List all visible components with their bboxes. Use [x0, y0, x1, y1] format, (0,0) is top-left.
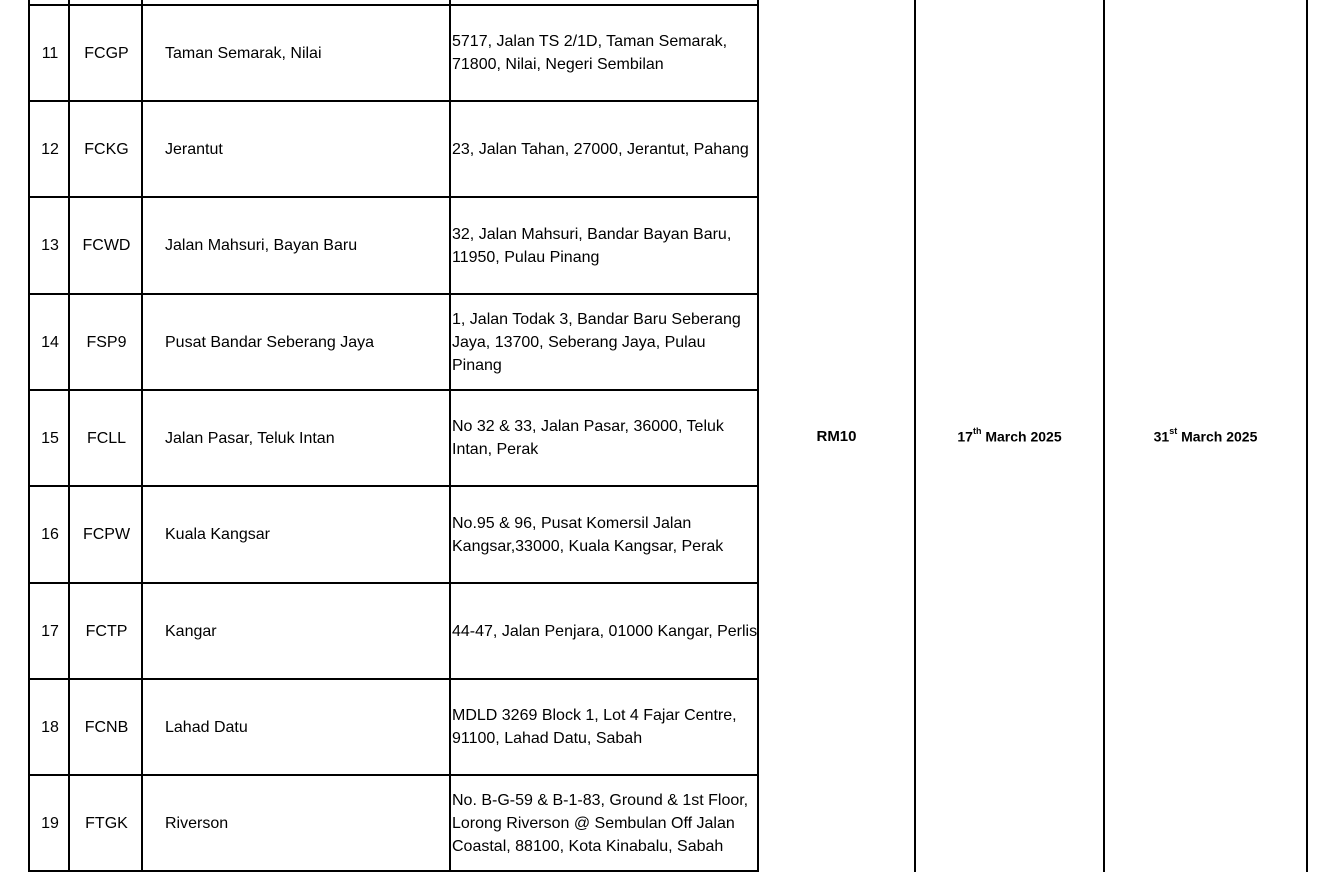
start-date-suffix: th — [972, 425, 982, 436]
row-number: 12 — [41, 140, 59, 158]
fee-cell — [759, 0, 914, 872]
row-number: 19 — [41, 814, 59, 832]
branch-name: Riverson — [165, 814, 229, 832]
table-row — [30, 680, 758, 774]
branch-name: Jalan Mahsuri, Bayan Baru — [165, 237, 358, 254]
table-row — [30, 776, 758, 870]
row-number: 15 — [41, 429, 59, 447]
branch-code: FCTP — [85, 622, 128, 640]
branch-code: FCWD — [82, 237, 131, 254]
branch-address: No. B-G-59 & B-1-83, Ground & 1st Floor, Lorong Riverson @ Sembulan Off Jalan Coastal, 88100, Kota Kinabalu, Sabah — [452, 791, 749, 855]
branch-address: No 32 & 33, Jalan Pasar, 36000, Teluk Intan, Perak — [452, 418, 724, 458]
branch-address: 5717, Jalan TS 2/1D, Taman Semarak, 71800, Nilai, Negeri Sembilan — [452, 33, 728, 73]
end-date-day: 31 — [1153, 428, 1170, 445]
row-number: 14 — [41, 333, 59, 351]
branch-address: 44-47, Jalan Penjara, 01000 Kangar, Perlis — [452, 622, 758, 640]
branch-code: FTGK — [85, 814, 128, 832]
branch-name: Lahad Datu — [165, 718, 248, 736]
branch-name: Pusat Bandar Seberang Jaya — [165, 333, 375, 351]
row-number: 13 — [41, 237, 59, 254]
start-date-day: 17 — [957, 428, 973, 445]
row-number: 16 — [41, 526, 59, 543]
branch-code: FCKG — [84, 140, 129, 158]
table-border-right — [1306, 0, 1308, 872]
branch-name: Jerantut — [165, 140, 223, 158]
branch-code: FCPW — [82, 526, 131, 543]
branch-code: FCLL — [86, 429, 127, 447]
table-border-bottom — [28, 870, 759, 872]
table-row — [30, 487, 758, 582]
row-number: 11 — [41, 44, 59, 62]
table-row — [30, 198, 758, 293]
start-date — [957, 425, 1062, 445]
end-date — [1153, 425, 1258, 445]
end-date-suffix: st — [1169, 425, 1178, 436]
start-date-cell — [916, 0, 1103, 872]
branch-name: Taman Semarak, Nilai — [165, 44, 322, 62]
branch-address: No.95 & 96, Pusat Komersil Jalan Kangsar,33000, Kuala Kangsar, Perak — [452, 514, 724, 555]
branch-code: FCGP — [84, 44, 129, 62]
branch-address: 32, Jalan Mahsuri, Bandar Bayan Baru, 11950, Pulau Pinang — [452, 225, 732, 266]
table-row — [30, 295, 758, 389]
branch-name: Jalan Pasar, Teluk Intan — [165, 429, 335, 447]
start-date-month-year: March 2025 — [981, 428, 1062, 445]
branch-code: FSP9 — [86, 333, 127, 351]
branch-address: 1, Jalan Todak 3, Bandar Baru Seberang Jaya, 13700, Seberang Jaya, Pulau Pinang — [452, 310, 741, 374]
branch-address: MDLD 3269 Block 1, Lot 4 Fajar Centre, 91100, Lahad Datu, Sabah — [452, 707, 737, 747]
row-number: 18 — [41, 718, 59, 736]
branch-code: FCNB — [84, 718, 129, 736]
table-row — [30, 391, 758, 485]
fee-value: RM10 — [816, 427, 857, 445]
end-date-cell — [1105, 0, 1306, 872]
table-row — [30, 584, 758, 678]
row-number: 17 — [41, 622, 59, 640]
table-row — [30, 102, 758, 196]
table-row — [30, 6, 758, 100]
branch-name: Kuala Kangsar — [165, 526, 270, 543]
branch-address: 23, Jalan Tahan, 27000, Jerantut, Pahang — [452, 140, 749, 158]
end-date-month-year: March 2025 — [1177, 428, 1258, 445]
branch-name: Kangar — [165, 622, 217, 640]
